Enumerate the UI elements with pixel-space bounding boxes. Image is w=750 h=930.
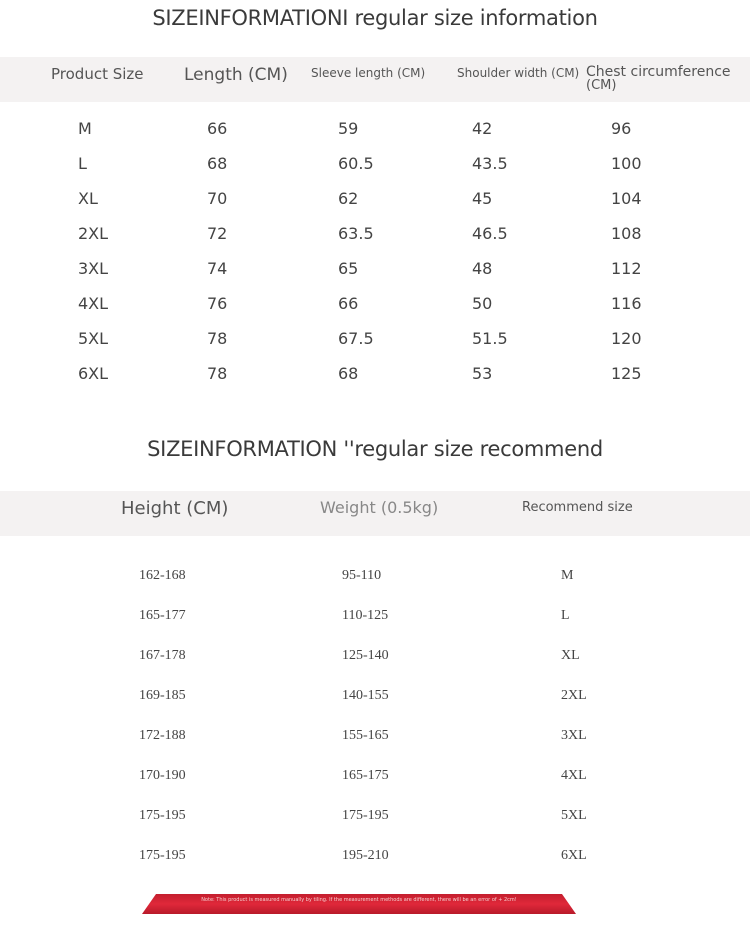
cell-height: 165-177 [139,608,186,623]
cell-length: 70 [207,189,228,208]
cell-size: XL [78,189,98,208]
cell-sleeve: 60.5 [338,154,374,173]
cell-weight: 95-110 [342,568,382,583]
cell-chest: 108 [611,224,642,243]
header-height: Height (CM) [121,498,229,519]
cell-weight: 140-155 [342,688,389,703]
cell-recommend-size: 6XL [561,848,587,863]
header-weight: Weight (0.5kg) [320,498,439,517]
cell-sleeve: 67.5 [338,329,374,348]
cell-shoulder: 43.5 [472,154,508,173]
cell-weight: 125-140 [342,648,389,663]
cell-length: 74 [207,259,228,278]
cell-chest: 100 [611,154,642,173]
cell-recommend-size: L [561,608,570,623]
cell-shoulder: 45 [472,189,493,208]
cell-size: 6XL [78,364,109,383]
cell-sleeve: 63.5 [338,224,374,243]
cell-sleeve: 59 [338,119,359,138]
cell-sleeve: 68 [338,364,359,383]
cell-size: 4XL [78,294,109,313]
cell-size: 3XL [78,259,109,278]
cell-weight: 165-175 [342,768,389,783]
cell-height: 167-178 [139,648,186,663]
note-banner [142,894,576,915]
cell-length: 78 [207,364,228,383]
cell-shoulder: 42 [472,119,493,138]
cell-shoulder: 53 [472,364,493,383]
header-shoulder-width: Shoulder width (CM) [457,66,580,80]
cell-chest: 120 [611,329,642,348]
header-product-size: Product Size [51,65,144,83]
cell-length: 72 [207,224,228,243]
cell-recommend-size: 4XL [561,768,587,783]
cell-height: 172-188 [139,728,186,743]
cell-length: 68 [207,154,228,173]
cell-chest: 104 [611,189,642,208]
cell-shoulder: 46.5 [472,224,508,243]
cell-size: 5XL [78,329,109,348]
cell-recommend-size: 5XL [561,808,587,823]
cell-weight: 195-210 [342,848,389,863]
cell-length: 66 [207,119,228,138]
header-recommend-size: Recommend size [522,500,633,515]
cell-size: 2XL [78,224,109,243]
cell-size: L [78,154,87,173]
cell-recommend-size: XL [561,648,580,663]
header-chest-line2: (CM) [586,78,617,93]
cell-chest: 125 [611,364,642,383]
cell-shoulder: 48 [472,259,493,278]
header-length: Length (CM) [184,65,288,85]
cell-chest: 112 [611,259,642,278]
cell-shoulder: 50 [472,294,493,313]
cell-chest: 96 [611,119,632,138]
cell-size: M [78,119,92,138]
cell-weight: 110-125 [342,608,389,623]
cell-sleeve: 66 [338,294,359,313]
cell-length: 76 [207,294,228,313]
header-chest-line1: Chest circumference [586,64,731,80]
cell-sleeve: 65 [338,259,359,278]
cell-sleeve: 62 [338,189,359,208]
note-text: Note: This product is measured manually by tiling. If the measurement methods are different, there will be an error of + 2cm! [201,897,517,903]
size-info-title: SIZEINFORMATIONI regular size information [152,6,598,30]
recommend-title: SIZEINFORMATION ''regular size recommend [147,437,603,461]
cell-height: 169-185 [139,688,186,703]
cell-shoulder: 51.5 [472,329,508,348]
cell-recommend-size: M [561,568,574,583]
cell-recommend-size: 2XL [561,688,587,703]
cell-height: 175-195 [139,848,186,863]
cell-recommend-size: 3XL [561,728,587,743]
cell-height: 175-195 [139,808,186,823]
cell-height: 170-190 [139,768,186,783]
cell-height: 162-168 [139,568,186,583]
cell-weight: 155-165 [342,728,389,743]
cell-weight: 175-195 [342,808,389,823]
cell-length: 78 [207,329,228,348]
cell-chest: 116 [611,294,642,313]
header-sleeve-length: Sleeve length (CM) [311,66,426,80]
